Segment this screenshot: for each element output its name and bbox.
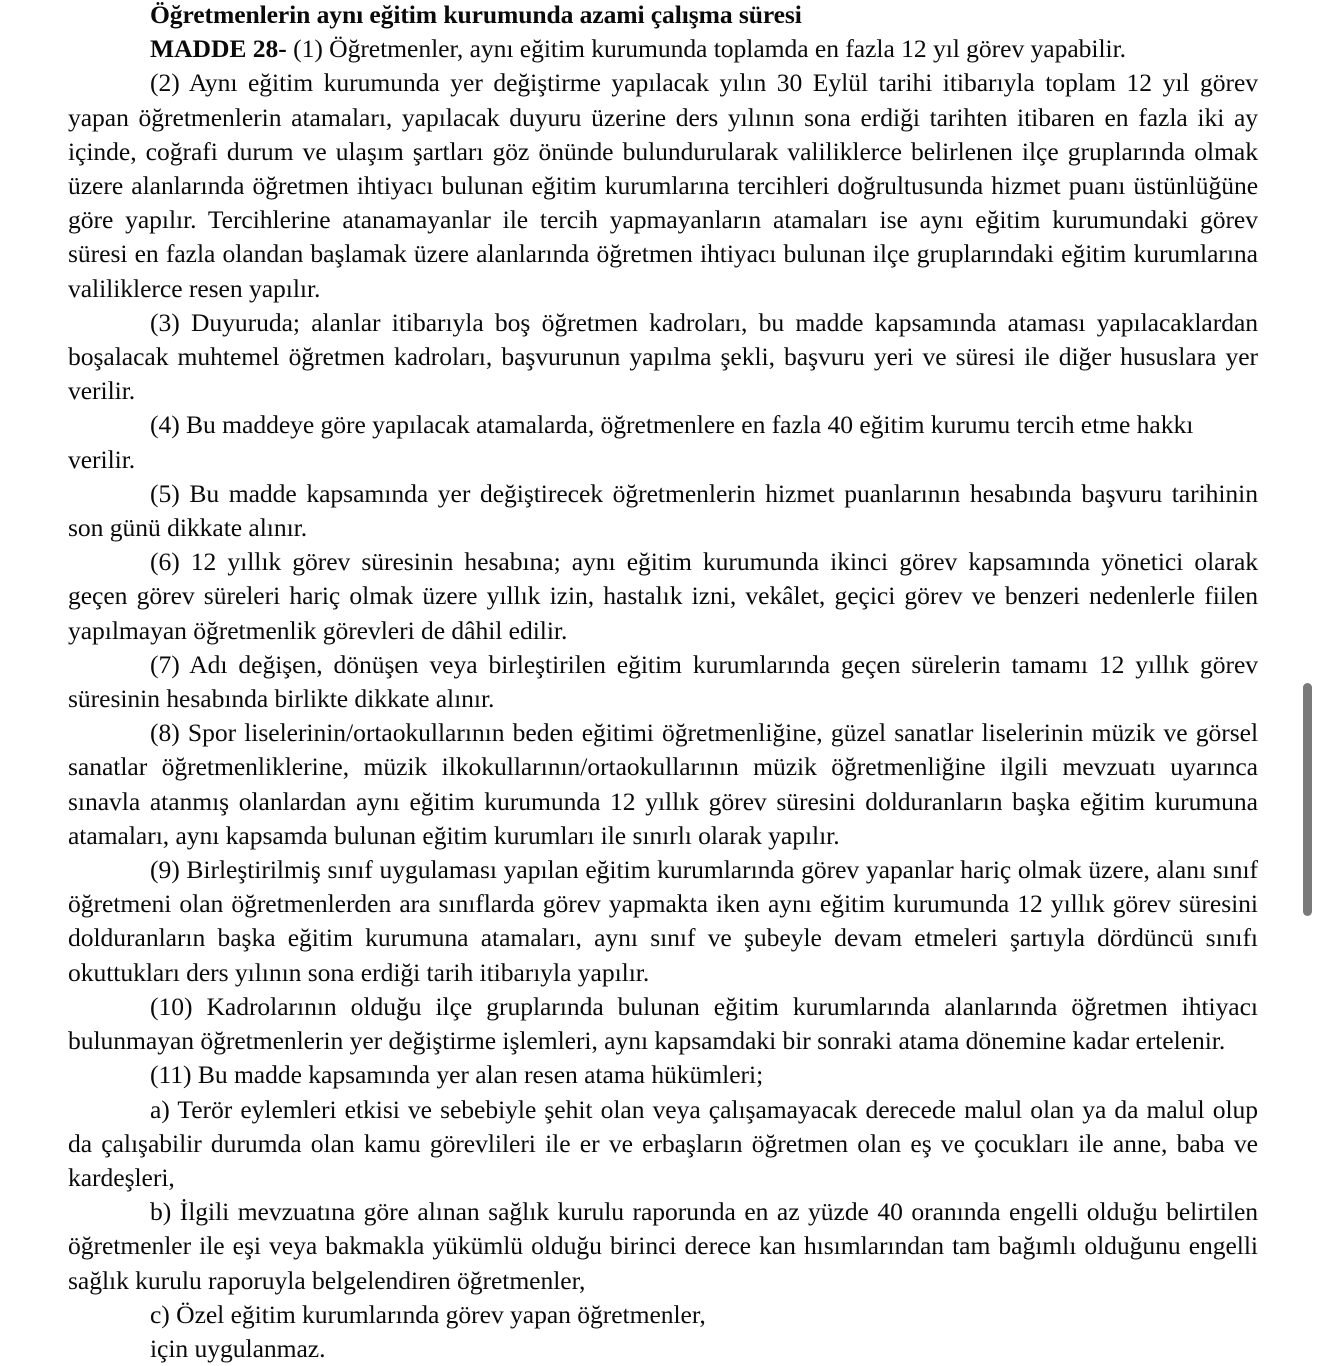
paragraph-1-text: (1) Öğretmenler, aynı eğitim kurumunda toplamda en fazla 12 yıl görev yapabilir.	[286, 34, 1127, 64]
paragraph-item-b: b) İlgili mevzuatına göre alınan sağlık kurulu raporunda en az yüzde 40 oranında engelli olduğu belirtilen öğretmenler ile eşi veya bakmakla yükümlü olduğu birinci derece kan hısımlarından tam bağımlı olduğunu engelli sağlık kurulu raporuyla belgelendiren öğretmenler,	[68, 1197, 1258, 1295]
paragraph-10: (10) Kadrolarının olduğu ilçe gruplarında bulunan eğitim kurumlarında alanlarında öğretmen ihtiyacı bulunmayan öğretmenlerin yer değiştirme işlemleri, aynı kapsamdaki bir sonraki atama dönemine kadar ertelenir.	[68, 991, 1258, 1056]
vertical-scrollbar-thumb[interactable]	[1303, 683, 1312, 916]
paragraph-2: (2) Aynı eğitim kurumunda yer değiştirme yapılacak yılın 30 Eylül tarihi itibarıyla toplam 12 yıl görev yapan öğretmenlerin atamaları, yapılacak duyuru üzerine ders yılının sona erdiği tarihten itibaren en fazla iki ay içinde, coğrafi durum ve ulaşım şartları göz önünde bulundurularak valiliklerce belirlenen ilçe gruplarında olmak üzere alanlarında öğretmen ihtiyacı bulunan eğitim kurumlarına tercihleri doğrultusunda hizmet puanı üstünlüğüne göre yapılır. Tercihlerine atanamayanlar ile tercih yapmayanların atamaları ise aynı eğitim kurumundaki görev süresi en fazla olandan başlamak üzere alanlarında öğretmen ihtiyacı bulunan ilçe gruplarındaki eğitim kurumlarına valiliklerce resen yapılır.	[68, 68, 1258, 303]
paragraph-11: (11) Bu madde kapsamında yer alan resen atama hükümleri;	[150, 1060, 764, 1090]
vertical-scrollbar-track[interactable]	[1298, 0, 1320, 1287]
paragraph-closing: için uygulanmaz.	[150, 1333, 326, 1363]
paragraph-6: (6) 12 yıllık görev süresinin hesabına; aynı eğitim kurumunda ikinci görev kapsamında yönetici olarak geçen görev süreleri hariç olmak üzere yıllık izin, hastalık izni, vekâlet, geçici görev ve benzeri nedenlerle fiilen yapılmayan öğretmenlik görevleri de dâhil edilir.	[68, 547, 1258, 645]
paragraph-1	[68, 32, 1258, 66]
paragraph-item-c: c) Özel eğitim kurumlarında görev yapan öğretmenler,	[150, 1299, 706, 1329]
paragraph-4: (4) Bu maddeye göre yapılacak atamalarda, öğretmenlere en fazla 40 eğitim kurumu tercih etme hakkı verilir.	[68, 410, 1194, 474]
paragraph-8: (8) Spor liselerinin/ortaokullarının beden eğitimi öğretmenliğine, güzel sanatlar liselerinin müzik ve görsel sanatlar öğretmenliklerine, müzik ilkokullarının/ortaokullarının müzik öğretmenliğine ilgili mevzuatı uyarınca sınavla atanmış olanlardan aynı eğitim kurumunda 12 yıllık görev süresini dolduranların başka eğitim kurumuna atamaları, aynı kapsamda bulunan eğitim kurumları ile sınırlı olarak yapılır.	[68, 718, 1258, 850]
paragraph-item-a: a) Terör eylemleri etkisi ve sebebiyle şehit olan veya çalışamayacak derecede malul olan ya da malul olup da çalışabilir durumda olan kamu görevlileri ile er ve erbaşların öğretmen olan eş ve çocukları ile anne, baba ve kardeşleri,	[68, 1094, 1258, 1192]
article-label: MADDE 28-	[150, 34, 287, 64]
page-title: Öğretmenlerin aynı eğitim kurumunda azami çalışma süresi	[150, 0, 802, 29]
paragraph-9: (9) Birleştirilmiş sınıf uygulaması yapılan eğitim kurumlarında görev yapanlar hariç olmak üzere, alanı sınıf öğretmeni olan öğretmenlerden ara sınıflarda görev yapmakta iken aynı eğitim kurumunda 12 yıllık görev süresini dolduranların başka eğitim kurumuna atamaları, aynı sınıf ve şubeyle devam etmeleri şartıyla dördüncü sınıfı okuttukları ders yılının sona erdiği tarih itibarıyla yapılır.	[68, 855, 1258, 987]
paragraph-7: (7) Adı değişen, dönüşen veya birleştirilen eğitim kurumlarında geçen sürelerin tamamı 12 yıllık görev süresinin hesabında birlikte dikkate alınır.	[68, 649, 1258, 714]
paragraph-3: (3) Duyuruda; alanlar itibarıyla boş öğretmen kadroları, bu madde kapsamında ataması yapılacaklardan boşalacak muhtemel öğretmen kadroları, başvurunun yapılma şekli, başvuru yeri ve süresi ile diğer hususlara yer verilir.	[68, 307, 1258, 406]
paragraph-5: (5) Bu madde kapsamında yer değiştirecek öğretmenlerin hizmet puanlarının hesabında başvuru tarihinin son günü dikkate alınır.	[68, 478, 1258, 543]
